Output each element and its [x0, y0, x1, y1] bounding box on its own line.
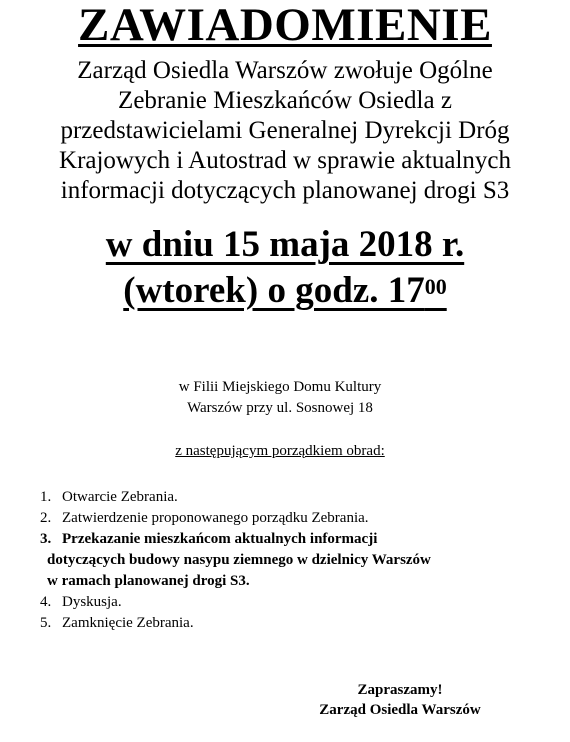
intro-line: przedstawicielami Generalnej Dyrekcji Dróg — [60, 117, 510, 144]
agenda-item — [40, 613, 560, 634]
meeting-venue — [0, 377, 560, 419]
intro-line: Krajowych i Autostrad w sprawie aktualnych — [59, 147, 511, 174]
agenda-item-number: 1. — [40, 489, 52, 505]
meeting-datetime — [0, 222, 570, 314]
agenda-item — [40, 487, 560, 508]
agenda-item-text: dotyczących budowy nasypu ziemnego w dzielnicy Warszów — [47, 552, 431, 568]
intro-line: Zarząd Osiedla Warszów zwołuje Ogólne — [77, 57, 493, 84]
intro-line: informacji dotyczących planowanej drogi S3 — [60, 177, 510, 204]
agenda-item — [40, 508, 560, 529]
agenda-item — [40, 592, 560, 613]
agenda-item — [40, 529, 560, 592]
intro-line: Zebranie Mieszkańców Osiedla z — [118, 87, 452, 114]
venue-line: w Filii Miejskiego Domu Kultury — [178, 379, 382, 395]
closing-invite: Zapraszamy! — [357, 682, 443, 698]
intro-paragraph — [0, 56, 570, 206]
meeting-date: w dniu 15 maja 2018 r. — [105, 224, 465, 265]
meeting-day-hour: (wtorek) o godz. 17 — [123, 270, 425, 311]
meeting-date-line — [0, 222, 570, 268]
agenda-list — [40, 487, 560, 634]
agenda-heading: z następującym porządkiem obrad: — [175, 443, 385, 459]
meeting-minutes: 00 — [424, 274, 447, 299]
agenda-item-text: Dyskusja. — [62, 594, 122, 610]
closing-block — [290, 680, 510, 720]
agenda-item-number: 5. — [40, 615, 52, 631]
agenda-item-text: w ramach planowanej drogi S3. — [47, 573, 250, 589]
agenda-item-number: 2. — [40, 510, 52, 526]
closing-signature: Zarząd Osiedla Warszów — [319, 702, 481, 718]
venue-line: Warszów przy ul. Sosnowej 18 — [187, 400, 373, 416]
agenda-item-text: Otwarcie Zebrania. — [62, 489, 178, 505]
meeting-time — [123, 270, 446, 311]
notice-title: ZAWIADOMIENIE — [78, 0, 492, 51]
agenda-item-text: Przekazanie mieszkańcom aktualnych informacji — [62, 531, 378, 547]
agenda-item-text: Zamknięcie Zebrania. — [62, 615, 194, 631]
agenda-item-number: 4. — [40, 594, 52, 610]
agenda-item-number: 3. — [40, 531, 52, 547]
agenda-item-text: Zatwierdzenie proponowanego porządku Zebrania. — [62, 510, 369, 526]
meeting-time-line — [0, 268, 570, 314]
